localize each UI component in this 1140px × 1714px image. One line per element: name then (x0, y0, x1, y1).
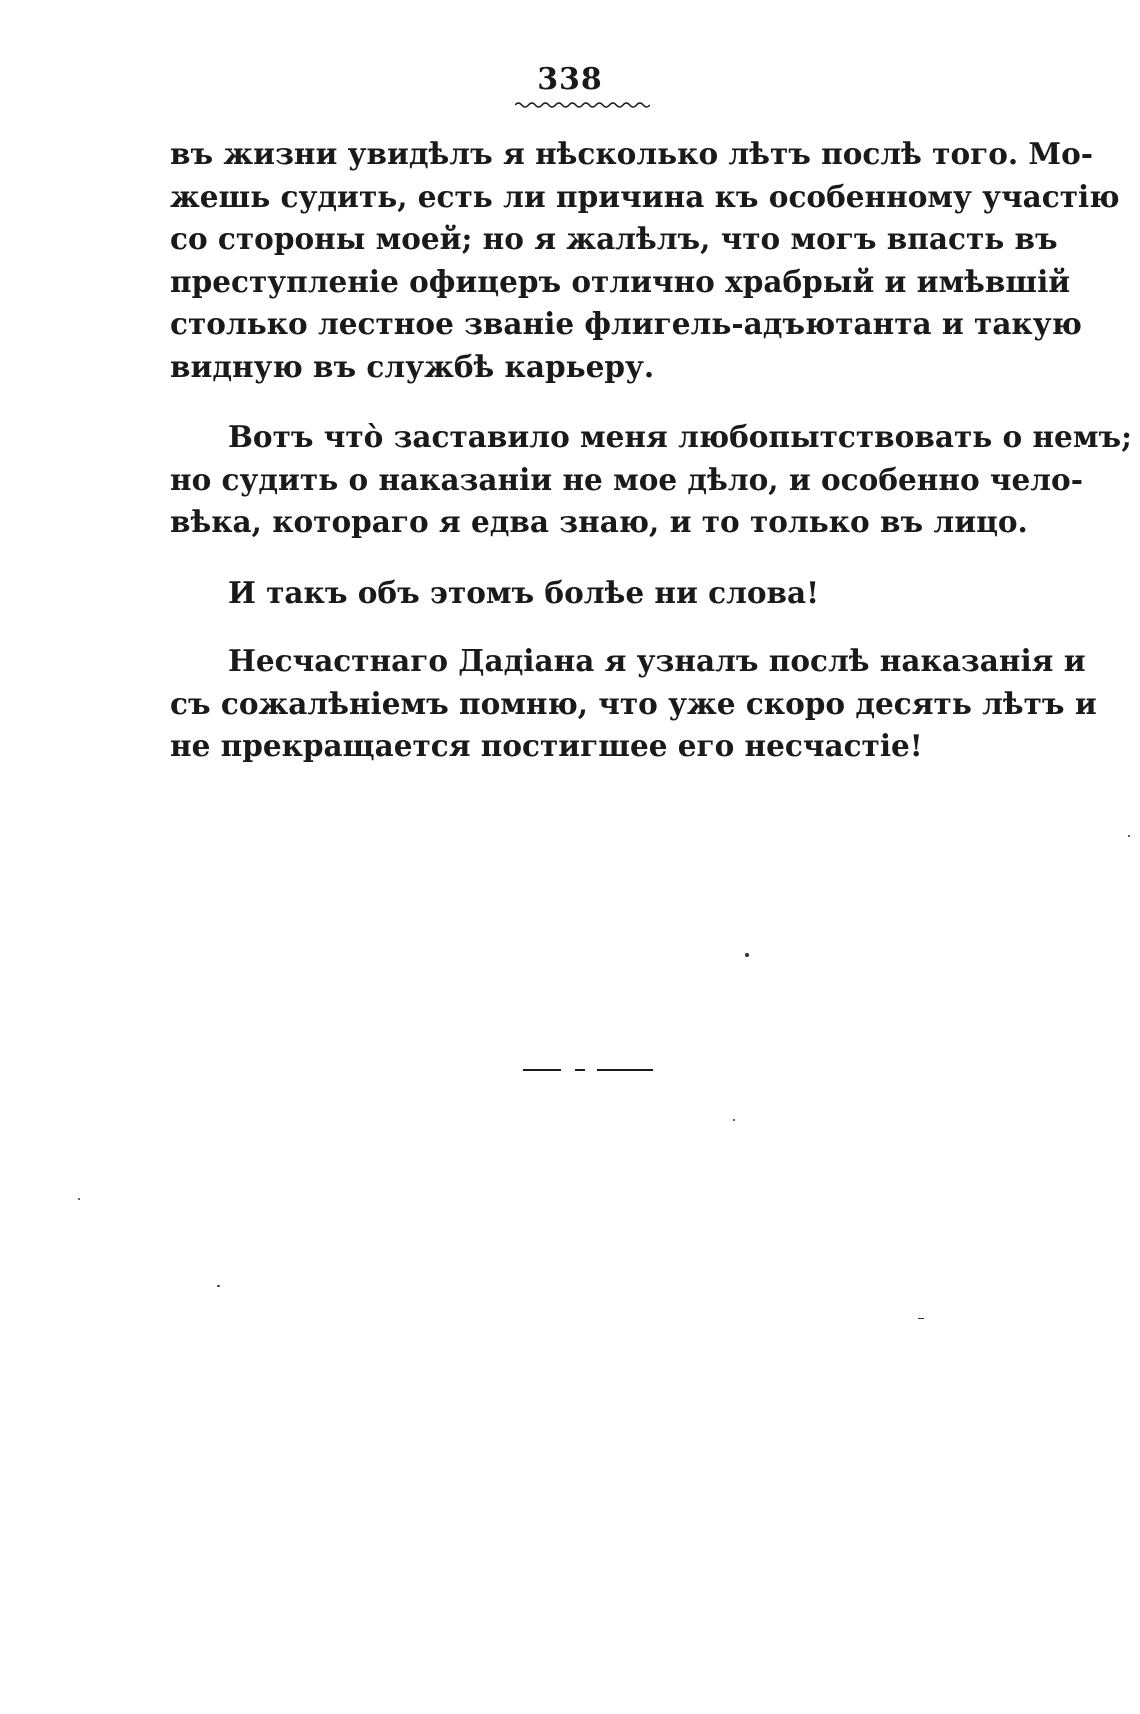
text-line: Несчастнаго Дадіана я узналъ послѣ наказанія и (228, 643, 1086, 678)
text-line: вѣка, котораго я едва знаю, и то только въ лицо. (170, 504, 1028, 540)
text-line: столько лестное званіе флигель-адъютанта и такую (170, 306, 1082, 342)
text-line: въ жизни увидѣлъ я нѣсколько лѣтъ послѣ того. Мо- (170, 136, 1093, 171)
text-line: преступленіе офицеръ отлично храбрый и имѣвшій (170, 263, 1071, 299)
scan-speck (918, 1318, 924, 1319)
text-line: со стороны моей; но я жалѣлъ, что могъ впасть въ (170, 221, 1058, 257)
scan-speck (78, 1198, 80, 1200)
text-line: И такъ объ этомъ болѣе ни слова! (228, 575, 820, 610)
page-number: 338 (537, 62, 603, 97)
text-line: съ сожалѣніемъ помню, что уже скоро десять лѣтъ и (170, 685, 1097, 721)
text-line: видную въ службѣ карьеру. (170, 348, 655, 384)
text-line: Вотъ что̀ заставило меня любопытствовать о немъ; (228, 419, 1132, 454)
paragraph-2 (170, 416, 1132, 544)
scan-speck (1128, 835, 1130, 837)
paragraph-3 (170, 572, 995, 615)
text-line: не прекращается постигшее его несчастіе! (170, 728, 923, 764)
scan-speck (733, 1119, 735, 1121)
scan-speck (745, 953, 749, 957)
scan-speck (217, 1285, 220, 1287)
text-line: жешь судить, есть ли причина къ особенному участію (170, 178, 1120, 214)
end-rule (523, 1068, 653, 1072)
text-line: но судить о наказаніи не мое дѣло, и особенно чело- (170, 461, 1083, 497)
paragraph-1 (170, 133, 1120, 389)
wavy-rule-ornament (515, 100, 650, 110)
paragraph-4 (170, 640, 1097, 768)
